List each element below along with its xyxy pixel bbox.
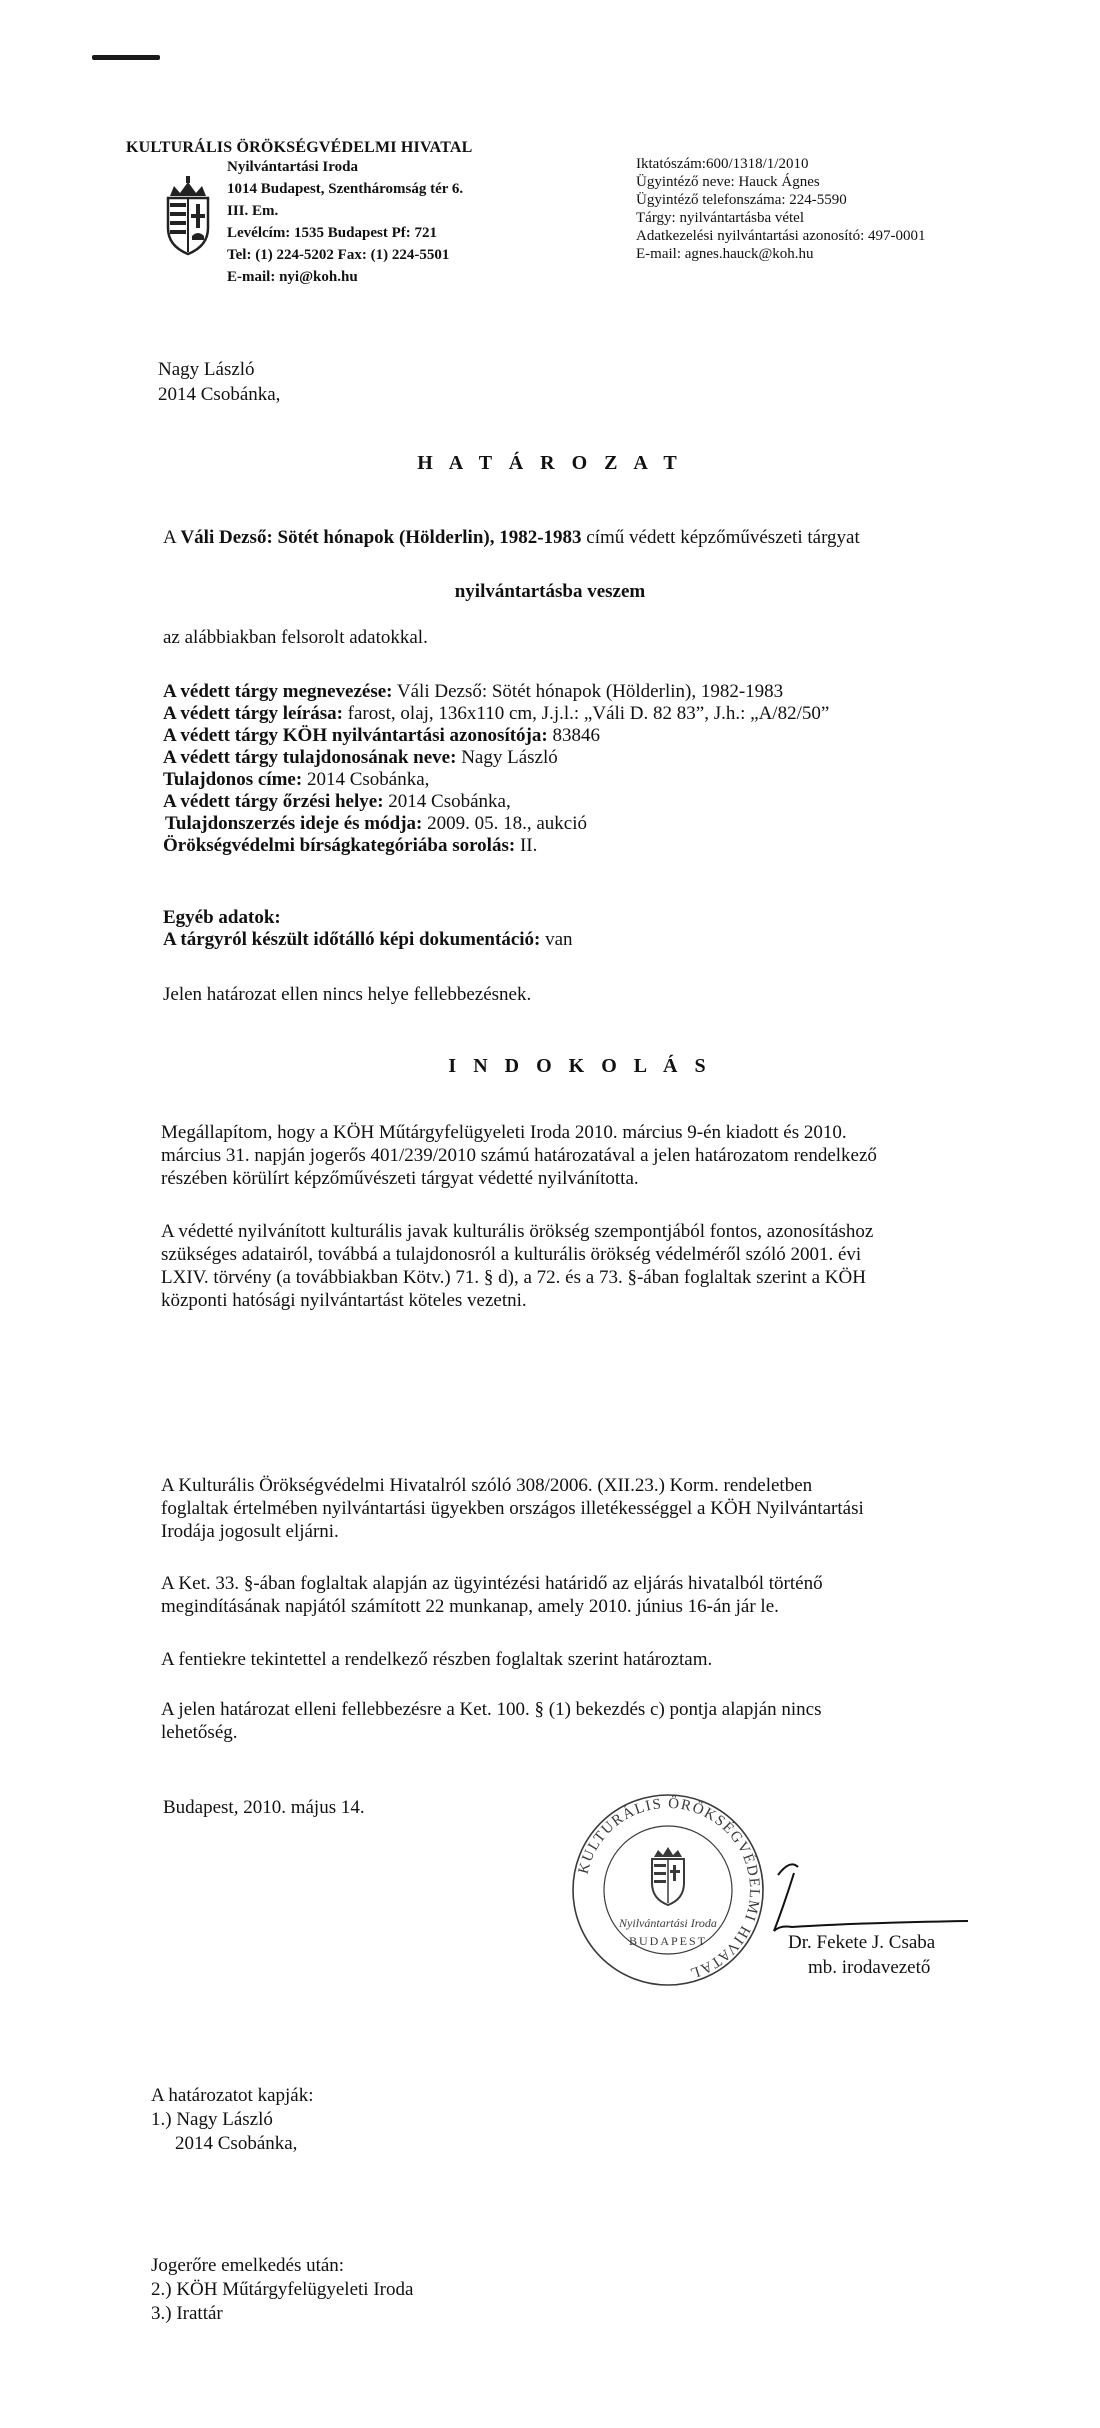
place-date: Budapest, 2010. május 14. [163, 1797, 365, 1818]
org-line-1: Nyilvántartási Iroda [227, 159, 358, 175]
decision-title: H A T Á R O Z A T [417, 452, 683, 474]
stamp-ring-text: KULTURÁLIS ÖRÖKSÉGVÉDELMI HIVATAL [575, 1795, 763, 1982]
org-line-3: III. Em. [227, 203, 279, 219]
addressee-block [158, 357, 280, 407]
coat-of-arms-icon [160, 176, 216, 256]
field-value: 2014 Csobánka, [302, 769, 430, 790]
other-data-label: A tárgyról készült időtálló képi dokumentáció: [163, 929, 541, 950]
organization-details [227, 156, 463, 288]
other-data-line [163, 928, 573, 951]
paragraph-line: A Ket. 33. §-ában foglaltak alapján az ügyintézési határidő az eljárás hivatalból történő [161, 1573, 823, 1594]
field-label: Tulajdonszerzés ideje és módja: [165, 813, 423, 834]
field-value: 2014 Csobánka, [383, 791, 511, 812]
paragraph-line: központi hatósági nyilvántartást köteles vezetni. [161, 1290, 527, 1311]
addressee-city: 2014 Csobánka, [158, 384, 281, 405]
ref-line-3: Ügyintéző telefonszáma: 224-5590 [636, 192, 847, 208]
fields-list [163, 681, 829, 857]
handwritten-signature [774, 1864, 968, 1931]
field-label: A védett tárgy megnevezése: [163, 681, 393, 702]
field-value: II. [515, 835, 538, 856]
field-value: Váli Dezső: Sötét hónapok (Hölderlin), 1982-1983 [392, 681, 784, 702]
paragraph-line: A védetté nyilvánított kulturális javak kulturális örökség szempontjából fontos, azonosításhoz [161, 1221, 874, 1242]
ref-line-1: Iktatószám:600/1318/1/2010 [636, 156, 809, 172]
reasoning-paragraph-2 [161, 1220, 996, 1312]
field-row [163, 791, 829, 813]
after-final-item: 3.) Irattár [151, 2303, 223, 2324]
field-label: A védett tárgy őrzési helye: [163, 791, 384, 812]
stamp-inner-text: Nyilvántartási Iroda [619, 1916, 717, 1930]
scan-mark [92, 55, 160, 60]
field-row [163, 681, 829, 703]
field-label: A védett tárgy tulajdonosának neve: [163, 747, 457, 768]
reasoning-paragraph-1 [161, 1121, 996, 1190]
intro-action: nyilvántartásba veszem [454, 581, 646, 602]
field-row [163, 747, 829, 769]
paragraph-line: foglaltak értelmében nyilvántartási ügyekben országos illetékességgel a KÖH Nyilvántartási [161, 1498, 864, 1519]
org-line-2: 1014 Budapest, Szentháromság tér 6. [227, 181, 464, 197]
paragraph-line: A Kulturális Örökségvédelmi Hivatalról szóló 308/2006. (XII.23.) Korm. rendeletben [161, 1475, 813, 1496]
other-data-value: van [540, 929, 573, 950]
organization-name: KULTURÁLIS ÖRÖKSÉGVÉDELMI HIVATAL [126, 139, 473, 156]
org-line-4: Levélcím: 1535 Budapest Pf: 721 [227, 225, 437, 241]
reasoning-paragraph-6 [161, 1698, 996, 1744]
ref-line-2: Ügyintéző neve: Hauck Ágnes [636, 174, 820, 190]
field-label: Örökségvédelmi bírságkategóriába sorolás: [163, 835, 516, 856]
field-label: A védett tárgy leírása: [163, 703, 343, 724]
ref-line-4: Tárgy: nyilvántartásba vétel [636, 210, 804, 226]
field-value: farost, olaj, 136x110 cm, J.j.l.: „Váli D. 82 83”, J.h.: „A/82/50” [342, 703, 830, 724]
recipient-item: 2014 Csobánka, [175, 2133, 298, 2154]
reasoning-paragraph-4 [161, 1572, 996, 1618]
field-value: 83846 [547, 725, 600, 746]
ref-line-6: E-mail: agnes.hauck@koh.hu [636, 246, 814, 262]
field-value: 2009. 05. 18., aukció [422, 813, 588, 834]
recipients-block [151, 2084, 314, 2156]
org-line-5: Tel: (1) 224-5202 Fax: (1) 224-5501 [227, 247, 450, 263]
stamp-city: BUDAPEST [628, 1934, 708, 1948]
intro-suffix: című védett képzőművészeti tárgyat [581, 527, 860, 548]
paragraph-line: lehetőség. [161, 1722, 238, 1743]
no-appeal-notice: Jelen határozat ellen nincs helye fellebbezésnek. [163, 984, 532, 1005]
paragraph-line: március 31. napján jogerős 401/239/2010 számú határozatával a jelen határozatom rendelkező [161, 1145, 877, 1166]
signatory-title: mb. irodavezető [808, 1957, 931, 1978]
after-final-item: 2.) KÖH Műtárgyfelügyeleti Iroda [151, 2279, 414, 2300]
reasoning-paragraph-3 [161, 1474, 996, 1543]
paragraph-line: A jelen határozat elleni fellebbezésre a Ket. 100. § (1) bekezdés c) pontja alapján nincs [161, 1699, 822, 1720]
field-label: A védett tárgy KÖH nyilvántartási azonosítója: [163, 725, 548, 746]
ref-line-5: Adatkezelési nyilvántartási azonosító: 497-0001 [636, 228, 926, 244]
after-final-block [151, 2254, 413, 2326]
field-row [163, 725, 829, 747]
field-row [163, 835, 829, 857]
paragraph-line: részében körülírt képzőművészeti tárgyat védetté nyilvánította. [161, 1168, 639, 1189]
intro-follow: az alábbiakban felsorolt adatokkal. [163, 627, 428, 648]
paragraph-line: szükséges adatairól, továbbá a tulajdonosról a kulturális örökség védelméről szóló 2001. évi [161, 1244, 862, 1265]
intro-prefix: A [163, 527, 181, 548]
field-value: Nagy László [456, 747, 558, 768]
paragraph-line: LXIV. törvény (a továbbiakban Kötv.) 71. § d), a 72. és a 73. §-ában foglaltak szerint a KÖH [161, 1267, 866, 1288]
signatory-name: Dr. Fekete J. Csaba [788, 1932, 936, 1953]
recipient-item: 1.) Nagy László [151, 2109, 273, 2130]
field-row [163, 813, 829, 835]
recipients-heading: A határozatot kapják: [151, 2085, 314, 2106]
signatory-block [788, 1930, 935, 1980]
after-final-heading: Jogerőre emelkedés után: [151, 2255, 345, 2276]
intro-work-title: Váli Dezső: Sötét hónapok (Hölderlin), 1982-1983 [180, 527, 582, 548]
reasoning-title: I N D O K O L Á S [448, 1055, 712, 1077]
reasoning-paragraph-5 [161, 1648, 996, 1671]
paragraph-line: Irodája jogosult eljárni. [161, 1521, 339, 1542]
reference-block [636, 155, 926, 263]
org-line-6: E-mail: nyi@koh.hu [227, 269, 358, 285]
paragraph-line: A fentiekre tekintettel a rendelkező részben foglaltak szerint határoztam. [161, 1649, 713, 1670]
field-label: Tulajdonos címe: [163, 769, 303, 790]
field-row [163, 769, 829, 791]
paragraph-line: Megállapítom, hogy a KÖH Műtárgyfelügyeleti Iroda 2010. március 9-én kiadott és 2010. [161, 1122, 847, 1143]
other-data-heading: Egyéb adatok: [163, 907, 281, 928]
addressee-name: Nagy László [158, 359, 255, 380]
paragraph-line: megindításának napjától számított 22 munkanap, amely 2010. június 16-án jár le. [161, 1596, 779, 1617]
field-row [163, 703, 829, 725]
intro-sentence [163, 526, 860, 549]
